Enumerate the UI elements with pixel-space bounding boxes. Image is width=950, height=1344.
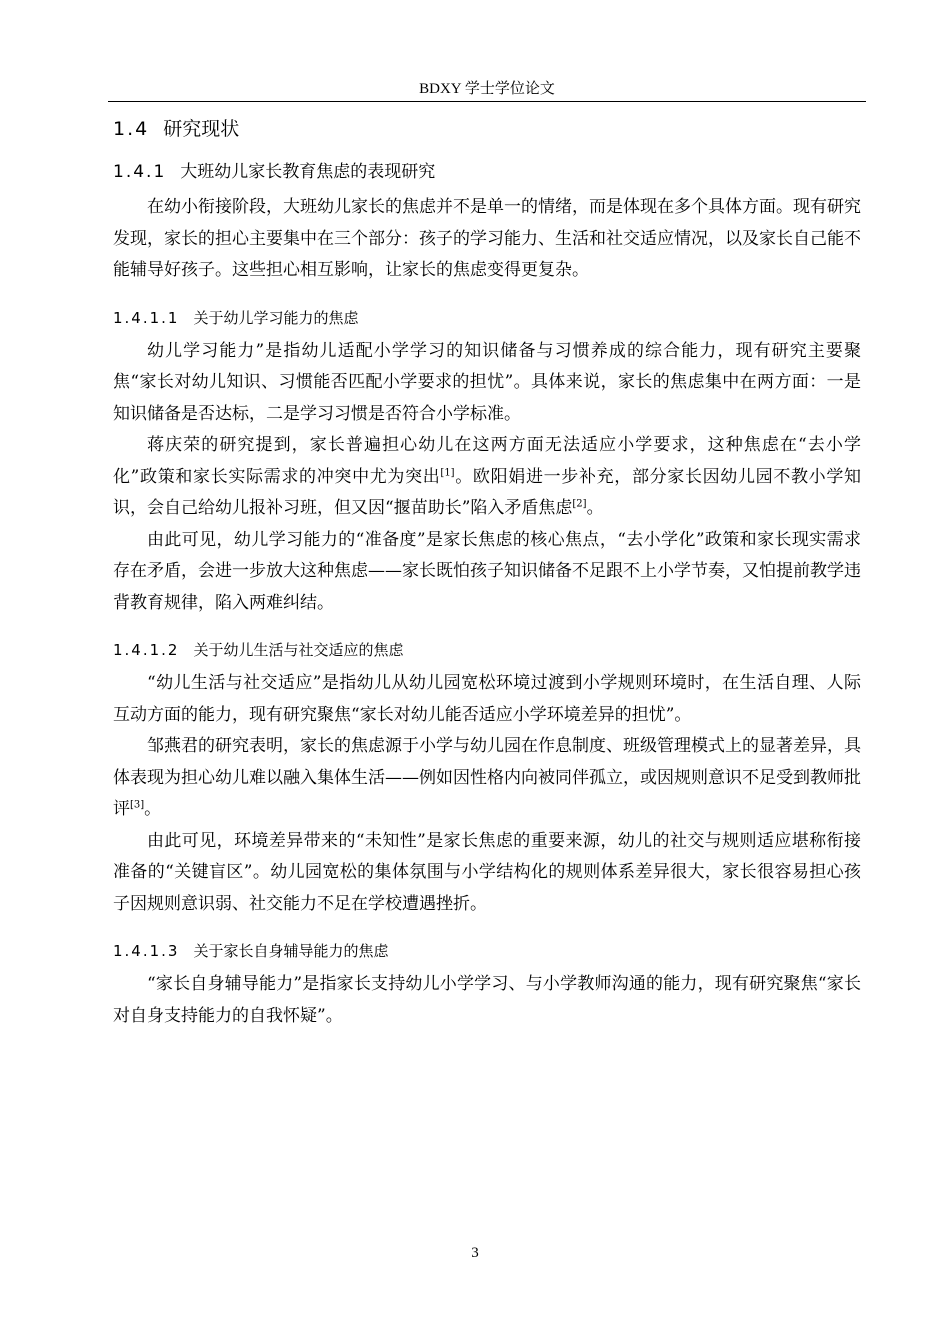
subsubsection-heading-1 xyxy=(113,307,861,329)
paragraph: 幼儿学习能力”是指幼儿适配小学学习的知识储备与习惯养成的综合能力，现有研究主要聚焦“家长对幼儿知识、习惯能否匹配小学要求的担忧”。具体来说，家长的焦虑集中在两方面：一是知识储备是否达标，二是学习习惯是否符合小学标准。 xyxy=(113,340,861,424)
header-rule xyxy=(108,101,866,102)
citation-ref: [1] xyxy=(440,466,455,478)
subsubsection-number: 1.4.1.1 xyxy=(113,308,180,327)
subsubsection-title: 关于幼儿学习能力的焦虑 xyxy=(193,308,359,327)
subsubsection-number: 1.4.1.3 xyxy=(113,942,180,960)
paragraph-text: 。欧阳娟进一步补充，部分家长因幼儿园不教小学知识，会自己给幼儿报补习班，但又因“揠苗助长”陷入矛盾焦虑 xyxy=(113,466,861,518)
paragraph-text: 邹燕君的研究表明，家长的焦虑源于小学与幼儿园在作息制度、班级管理模式上的显著差异，具体表现为担心幼儿难以融入集体生活——例如因性格内向被同伴孤立，或因规则意识不足受到教师批评 xyxy=(113,736,861,819)
paragraph: “家长自身辅导能力”是指家长支持幼儿小学学习、与小学教师沟通的能力，现有研究聚焦“家长对自身支持能力的自我怀疑”。 xyxy=(113,974,861,1026)
subsection-title: 大班幼儿家长教育焦虑的表现研究 xyxy=(180,162,436,182)
paragraph xyxy=(113,430,861,525)
running-header: BDXY 学士学位论文 xyxy=(419,81,555,97)
subsubsection-heading-3 xyxy=(113,940,861,962)
intro-paragraph: 在幼小衔接阶段，大班幼儿家长的焦虑并不是单一的情绪，而是体现在多个具体方面。现有研究发现，家长的担心主要集中在三个部分：孩子的学习能力、生活和社交适应情况，以及家长自己能不能辅导好孩子。这些担心相互影响，让家长的焦虑变得更复杂。 xyxy=(113,197,861,280)
paragraph-text: 蒋庆荣的研究提到，家长普遍担心幼儿在这两方面无法适应小学要求，这种焦虑在“去小学化”政策和家长实际需求的冲突中尤为突出 xyxy=(113,435,861,487)
section-number: 1.4 xyxy=(113,118,150,140)
paragraph-text: 。 xyxy=(586,498,604,518)
paragraph: 由此可见，环境差异带来的“未知性”是家长焦虑的重要来源，幼儿的社交与规则适应堪称衔接准备的“关键盲区”。幼儿园宽松的集体氛围与小学结构化的规则体系差异很大，家长很容易担心孩子因规则意识弱、社交能力不足在学校遭遇挫折。 xyxy=(113,830,861,914)
citation-ref: [2] xyxy=(572,498,587,510)
subsubsection-title: 关于幼儿生活与社交适应的焦虑 xyxy=(193,641,404,659)
page-number: 3 xyxy=(471,1245,479,1261)
paragraph: 由此可见，幼儿学习能力的“准备度”是家长焦虑的核心焦点，“去小学化”政策和家长现实需求存在矛盾，会进一步放大这种焦虑——家长既怕孩子知识储备不足跟不上小学节奏，又怕提前教学违背教育规律，陷入两难纠结。 xyxy=(113,529,861,613)
section-title: 研究现状 xyxy=(163,118,240,140)
citation-ref: [3] xyxy=(130,799,145,811)
subsubsection-title: 关于家长自身辅导能力的焦虑 xyxy=(193,942,389,960)
paragraph: “幼儿生活与社交适应”是指幼儿从幼儿园宽松环境过渡到小学规则环境时，在生活自理、人际互动方面的能力，现有研究聚焦“家长对幼儿能否适应小学环境差异的担忧”。 xyxy=(113,673,861,725)
page-content xyxy=(113,112,861,1032)
paragraph xyxy=(113,731,861,826)
subsubsection-heading-2 xyxy=(113,639,861,661)
subsubsection-number: 1.4.1.2 xyxy=(113,641,180,659)
subsection-heading xyxy=(113,160,861,184)
paragraph-text: 。 xyxy=(144,799,162,819)
subsection-number: 1.4.1 xyxy=(113,162,167,182)
section-heading xyxy=(113,116,861,142)
